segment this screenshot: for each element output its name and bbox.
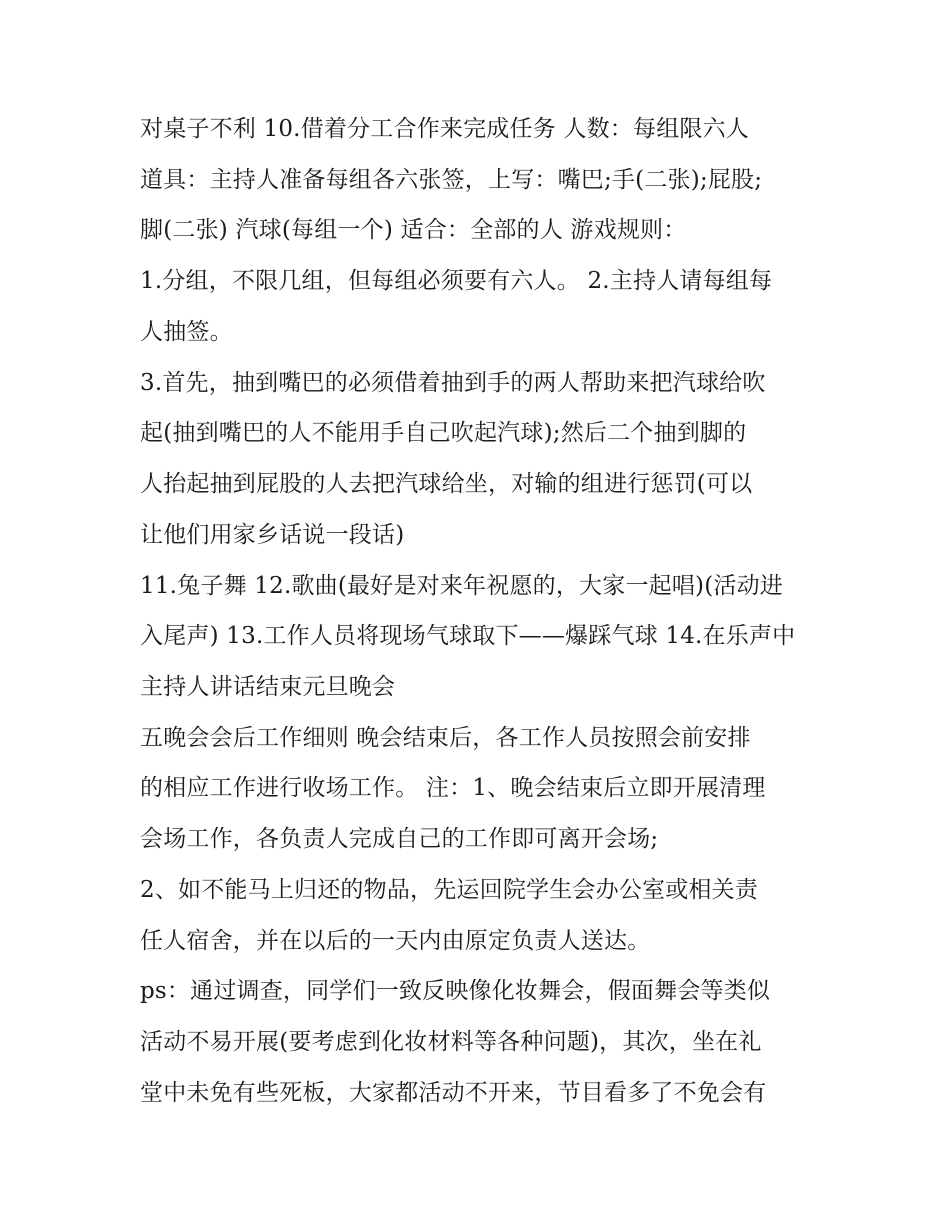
text-line: 道具：主持人准备每组各六张签，上写：嘴巴;手(二张);屁股; xyxy=(140,167,763,193)
text-line: 主持人讲话结束元旦晚会 xyxy=(140,674,396,700)
text-line: 脚(二张) 汽球(每组一个) 适合：全部的人 游戏规则： xyxy=(140,217,687,243)
text-line: 11.兔子舞 12.歌曲(最好是对来年祝愿的，大家一起唱)(活动进 xyxy=(140,573,783,599)
text-line: 堂中未免有些死板，大家都活动不开来，节目看多了不免会有 xyxy=(140,1080,767,1106)
text-line: 人抬起抽到屁股的人去把汽球给坐，对输的组进行惩罚(可以 xyxy=(140,471,753,497)
text-line: 让他们用家乡话说一段话) xyxy=(140,522,405,548)
text-line: 对桌子不利 10.借着分工合作来完成任务 人数：每组限六人 xyxy=(140,116,749,142)
text-line: 五晚会会后工作细则 晚会结束后，各工作人员按照会前安排 xyxy=(140,725,751,751)
text-line: 1.分组，不限几组，但每组必须要有六人。 2.主持人请每组每 xyxy=(140,268,773,294)
text-line: 的相应工作进行收场工作。 注：1、晚会结束后立即开展清理 xyxy=(140,775,766,801)
text-line: 任人宿舍，并在以后的一天内由原定负责人送达。 xyxy=(140,928,651,954)
text-line: 人抽签。 xyxy=(140,319,233,345)
text-line: ps：通过调查，同学们一致反映像化妆舞会，假面舞会等类似 xyxy=(140,978,771,1004)
text-line: 活动不易开展(要考虑到化妆材料等各种问题)，其次，坐在礼 xyxy=(140,1029,762,1055)
text-line: 2、如不能马上归还的物品，先运回院学生会办公室或相关责 xyxy=(140,877,759,903)
text-line: 3.首先，抽到嘴巴的必须借着抽到手的两人帮助来把汽球给吹 xyxy=(140,370,766,396)
text-line: 会场工作，各负责人完成自己的工作即可离开会场; xyxy=(140,826,659,852)
text-line: 入尾声) 13.工作人员将现场气球取下——爆踩气球 14.在乐声中 xyxy=(140,623,796,649)
text-line: 起(抽到嘴巴的人不能用手自己吹起汽球);然后二个抽到脚的 xyxy=(140,420,747,446)
